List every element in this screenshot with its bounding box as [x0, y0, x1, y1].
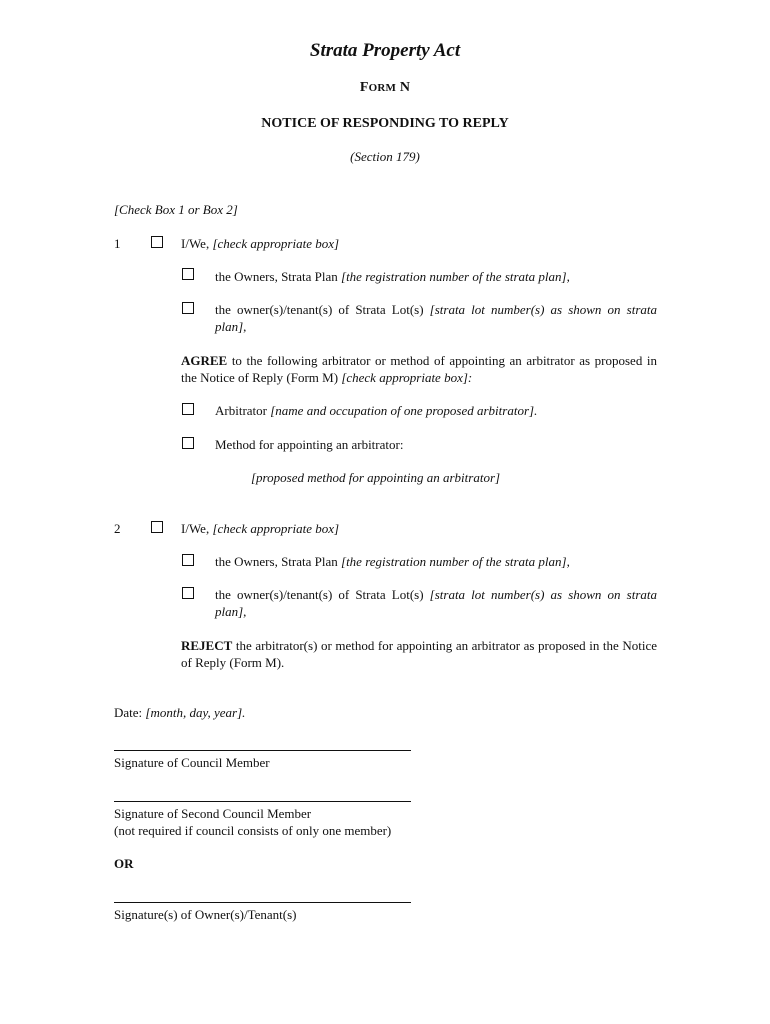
box2-owners-line	[215, 553, 570, 570]
box1-arbitrator-line	[215, 402, 537, 419]
box2-owners-label: the Owners, Strata Plan	[215, 554, 338, 569]
owner-tenant-signature-label: Signature(s) of Owner(s)/Tenant(s)	[114, 907, 297, 922]
box1-owners-line	[215, 268, 570, 285]
box1-iwe-label: I/We,	[181, 236, 210, 251]
document-title: Strata Property Act	[309, 40, 461, 61]
council-member-signature-label: Signature of Council Member	[114, 755, 270, 770]
box2-owners-hint: [the registration number of the strata plan],	[341, 554, 570, 569]
box2-reject-paragraph	[181, 637, 657, 671]
box2-lot-checkbox[interactable]	[182, 587, 194, 599]
box1-owners-hint: [the registration number of the strata plan],	[341, 269, 570, 284]
date-hint: [month, day, year].	[145, 705, 246, 720]
box1-method-checkbox[interactable]	[182, 437, 194, 449]
box1-lot-checkbox[interactable]	[182, 302, 194, 314]
box2-iwe-hint: [check appropriate box]	[212, 521, 340, 536]
box2-lot-suffix: ,	[243, 604, 247, 619]
second-council-member-signature-line[interactable]	[114, 801, 411, 802]
box1-iwe-line	[181, 235, 339, 252]
form-label-initial: F	[359, 80, 369, 95]
box1-method-hint: [proposed method for appointing an arbitrator]	[251, 470, 501, 485]
date-line	[114, 704, 245, 721]
box1-method-label: Method for appointing an arbitrator:	[215, 437, 404, 452]
box1-number: 1	[114, 236, 121, 251]
section-reference: (Section 179)	[350, 149, 420, 164]
box2-lot-hint: [strata lot number(s) as shown on strata plan]	[215, 587, 657, 619]
box1-agree-hint: [check appropriate box]:	[341, 370, 473, 385]
box2-main-checkbox[interactable]	[151, 521, 163, 533]
box2-number: 2	[114, 521, 121, 536]
check-instruction: [Check Box 1 or Box 2]	[114, 202, 238, 217]
box1-agree-text: to the following arbitrator or method of appointing an arbitrator as proposed in the Notice of Reply (Form M)	[181, 353, 658, 385]
date-label: Date:	[114, 705, 143, 720]
box2-iwe-line	[181, 520, 339, 537]
form-label	[0, 80, 770, 96]
box1-iwe-hint: [check appropriate box]	[212, 236, 340, 251]
box1-arbitrator-hint: [name and occupation of one proposed arbitrator].	[270, 403, 538, 418]
box1-lot-paragraph	[215, 301, 657, 335]
box1-lot-suffix: ,	[243, 319, 247, 334]
second-council-member-note: (not required if council consists of only one member)	[114, 823, 392, 838]
box1-arbitrator-checkbox[interactable]	[182, 403, 194, 415]
or-separator: OR	[114, 856, 134, 871]
box1-main-checkbox[interactable]	[151, 236, 163, 248]
box2-lot-label: the owner(s)/tenant(s) of Strata Lot(s)	[215, 587, 424, 602]
box2-lot-paragraph	[215, 586, 657, 620]
box1-lot-hint: [strata lot number(s) as shown on strata plan]	[215, 302, 657, 334]
notice-heading: NOTICE OF RESPONDING TO REPLY	[261, 116, 509, 131]
box1-owners-label: the Owners, Strata Plan	[215, 269, 338, 284]
box1-lot-label: the owner(s)/tenant(s) of Strata Lot(s)	[215, 302, 424, 317]
box1-arbitrator-label: Arbitrator	[215, 403, 267, 418]
box1-owners-checkbox[interactable]	[182, 268, 194, 280]
box2-reject-text: the arbitrator(s) or method for appointing an arbitrator as proposed in the Notice of Reply (Form M).	[181, 638, 657, 670]
box1-agree-paragraph	[181, 352, 657, 386]
box2-iwe-label: I/We,	[181, 521, 210, 536]
form-label-small-caps: ORM	[368, 82, 397, 94]
council-member-signature-line[interactable]	[114, 750, 411, 751]
box1-agree-keyword: AGREE	[181, 353, 228, 368]
owner-tenant-signature-line[interactable]	[114, 902, 411, 903]
second-council-member-signature-label: Signature of Second Council Member	[114, 806, 312, 821]
box2-reject-keyword: REJECT	[181, 638, 233, 653]
box2-owners-checkbox[interactable]	[182, 554, 194, 566]
form-letter: N	[399, 80, 411, 95]
